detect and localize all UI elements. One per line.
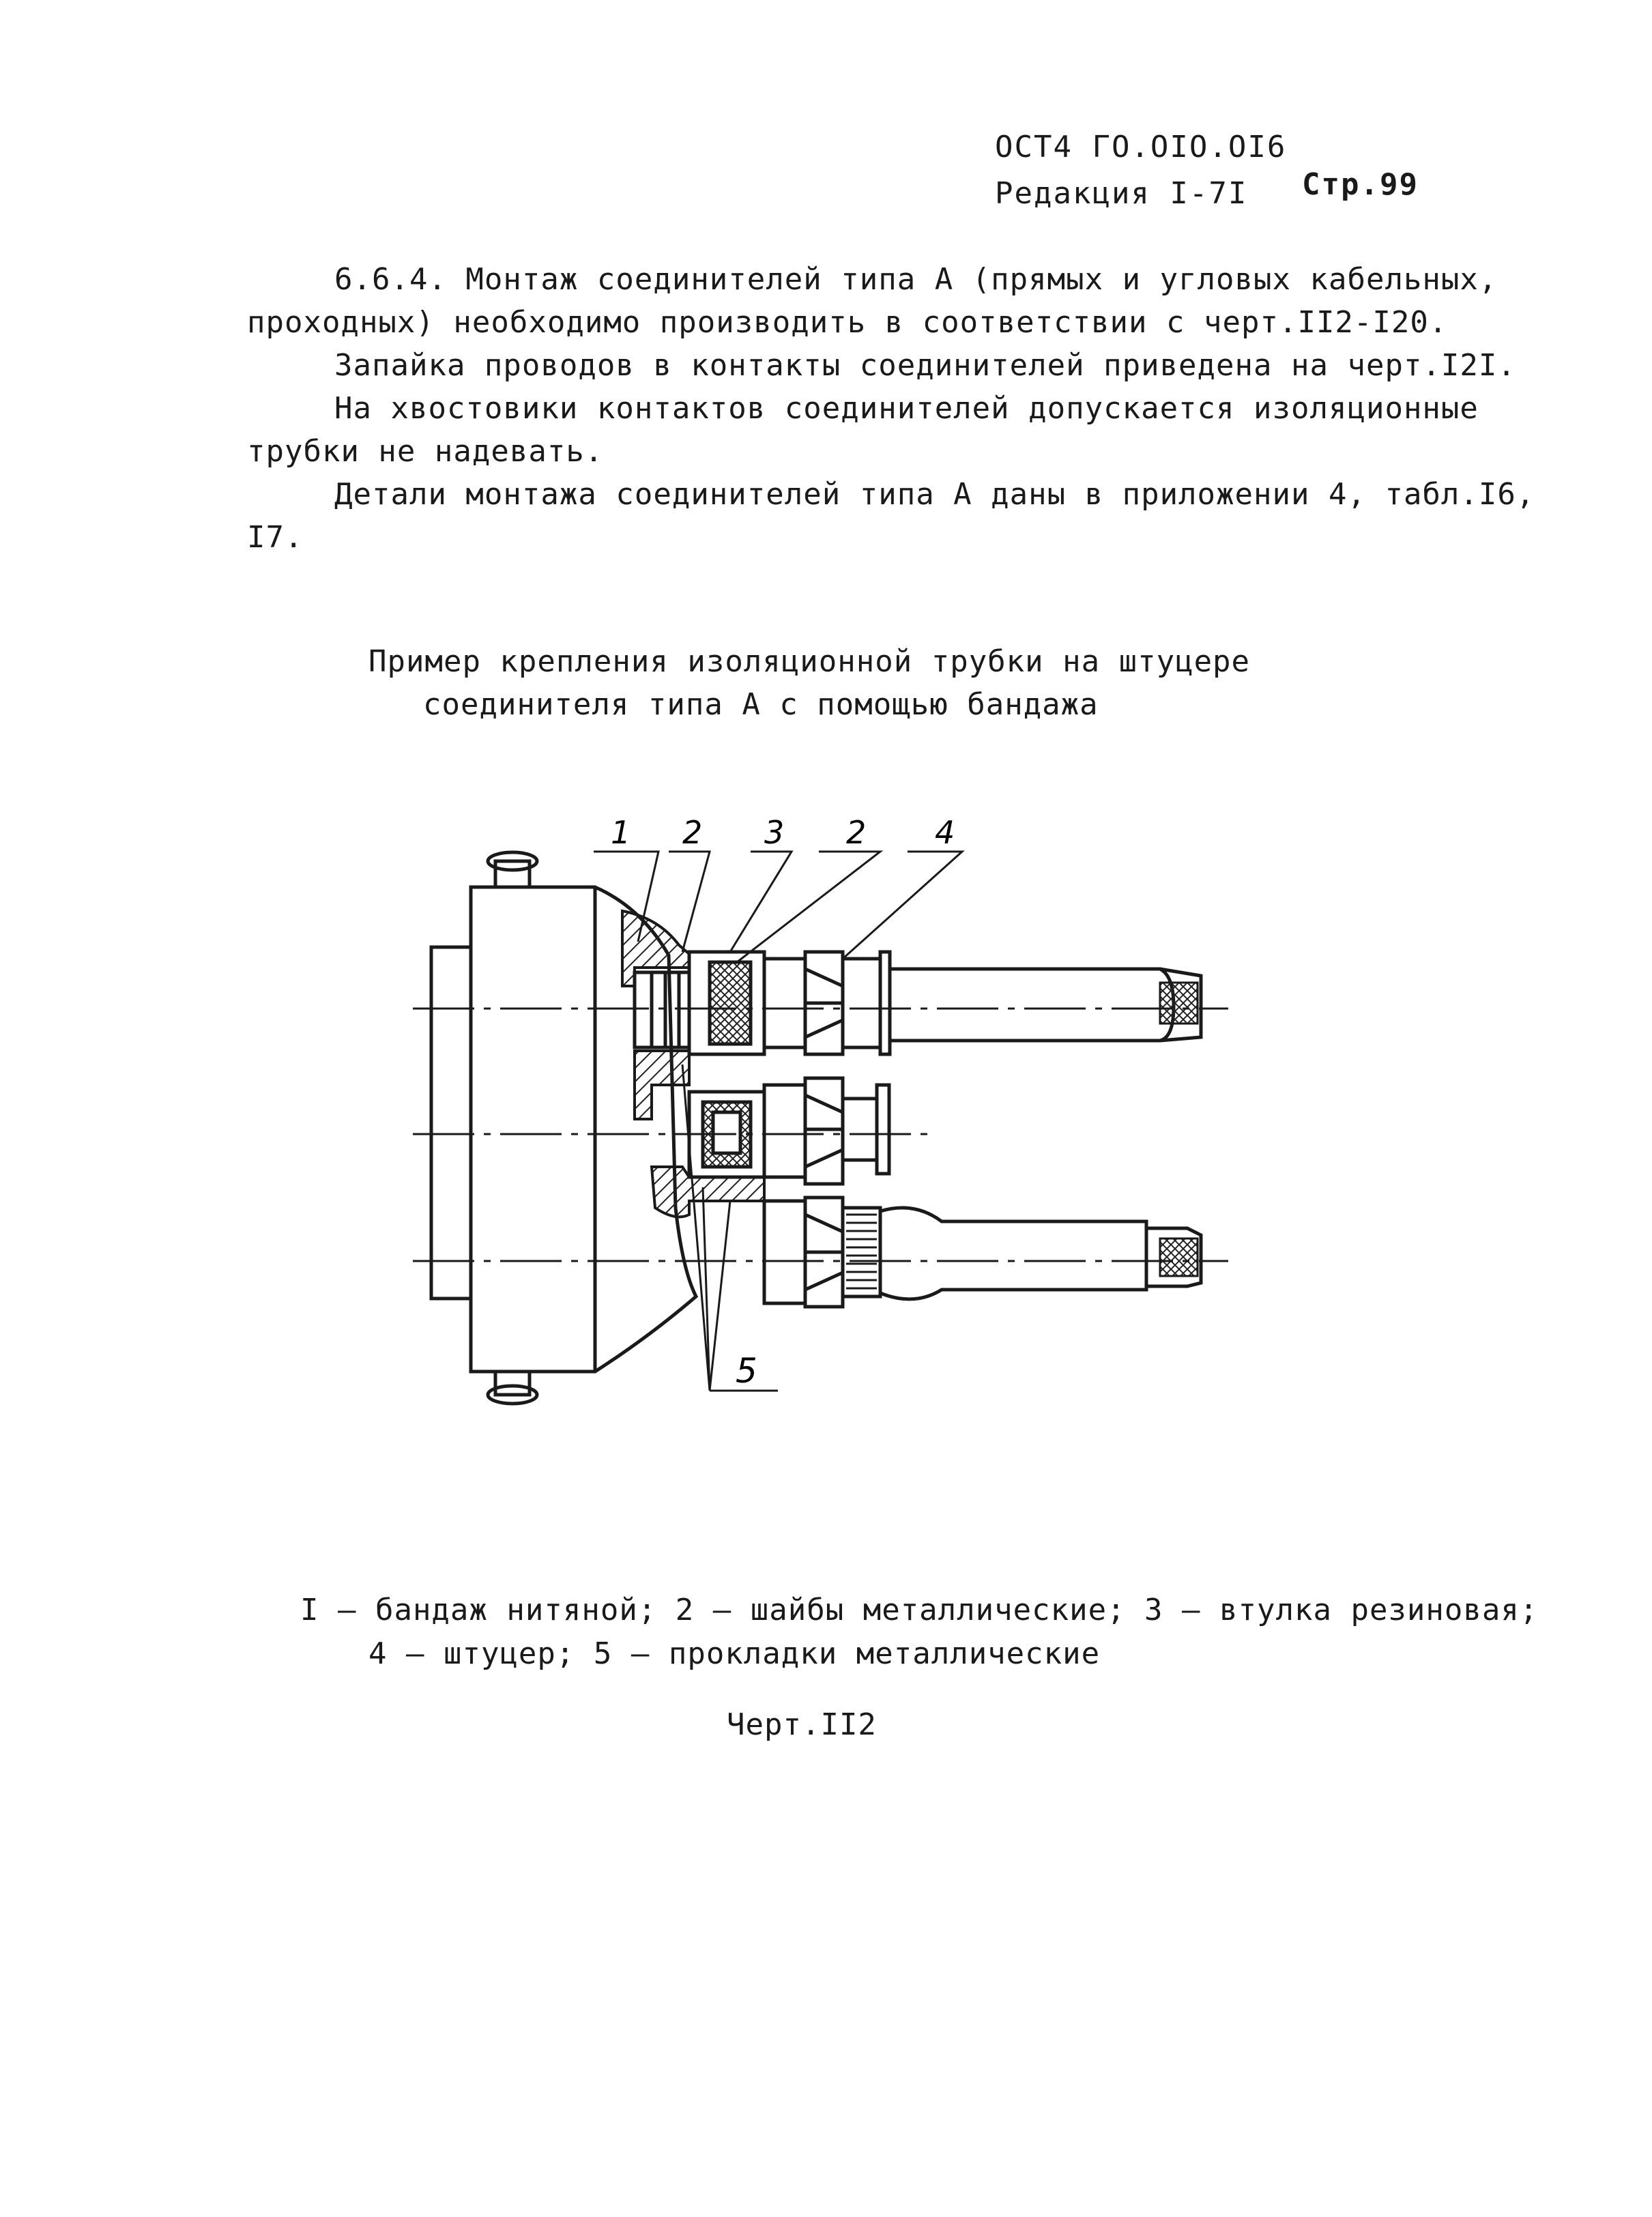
paragraph-line: I7. [247, 520, 304, 555]
drawing-label: Черт.II2 [727, 1707, 877, 1742]
paragraph-line: Детали монтажа соединителей типа А даны в приложении 4, табл.I6, [334, 477, 1535, 512]
connector-flange [431, 947, 471, 1299]
threaded-sleeve [843, 1208, 880, 1296]
callout-2b: 2 [846, 814, 867, 851]
paragraph-line: 6.6.4. Монтаж соединителей типа А (прямых и угловых кабельных, [334, 262, 1498, 297]
callout-4: 4 [935, 814, 955, 851]
figure-title: Пример крепления изоляционной трубки на штуцере [368, 644, 1251, 679]
paragraph-line: трубки не надевать. [247, 434, 604, 469]
doc-code: ОСТ4 ГО.ОIО.ОI6 [995, 130, 1287, 164]
paragraph-line: проходных) необходимо производить в соответствии с черт.II2-I20. [247, 305, 1448, 340]
top-screw [488, 852, 537, 887]
page-number: Стр.99 [1302, 167, 1419, 202]
upper-cable [890, 969, 1174, 1041]
rubber-sleeve [710, 962, 751, 1044]
legend: I – бандаж нитяной; 2 – шайбы металлические; 3 – втулка резиновая; [300, 1593, 1539, 1627]
callout-1: 1 [611, 814, 631, 851]
figure-title: соединителя типа А с помощью бандажа [423, 687, 1099, 722]
paragraph-line: Запайка проводов в контакты соединителей приведена на черт.I2I. [334, 348, 1516, 383]
bottom-screw [488, 1372, 537, 1404]
callout-3: 3 [764, 814, 785, 851]
legend: 4 – штуцер; 5 – прокладки металлические [368, 1636, 1101, 1671]
paragraph-line: На хвостовики контактов соединителей допускается изоляционные [334, 391, 1479, 426]
contact-tail [635, 972, 689, 1047]
callout-5: 5 [736, 1351, 757, 1391]
section-hatch [652, 1167, 764, 1217]
section-hatch [635, 1051, 689, 1119]
callout-2: 2 [682, 814, 703, 851]
edition: Редакция I-7I [995, 176, 1248, 211]
insulation-tube [880, 1208, 1146, 1299]
fitting-nut [805, 952, 843, 1054]
